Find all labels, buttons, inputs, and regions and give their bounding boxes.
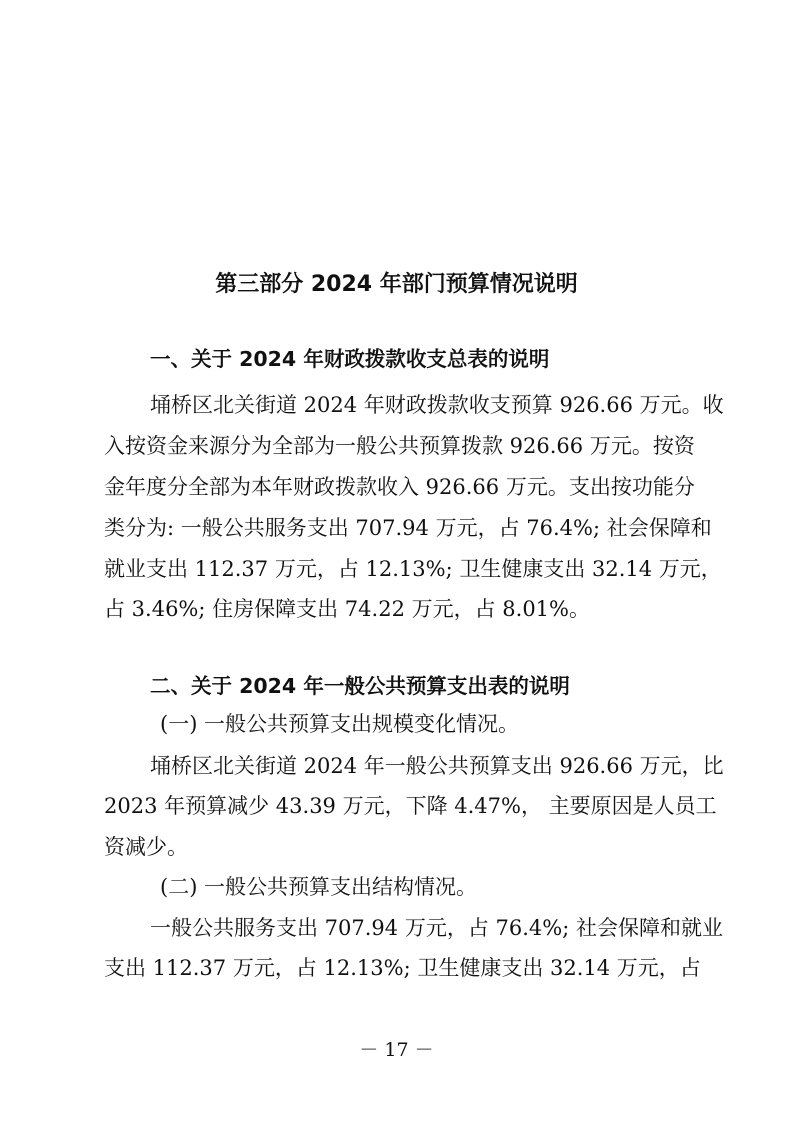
section-1-line: 金年度分全部为本年财政拨款收入 926.66 万元。支出按功能分 [104, 475, 695, 499]
subheading-structure: (二) 一般公共预算支出结构情况。 [160, 875, 478, 899]
section-2-line: 支出 112.37 万元，占 12.13%; 卫生健康支出 32.14 万元，占 [104, 956, 701, 980]
section-1-heading: 一、关于 2024 年财政拨款收支总表的说明 [150, 347, 550, 371]
section-2-line: 一般公共服务支出 707.94 万元，占 76.4%; 社会保障和就业 [150, 916, 723, 940]
section-2-heading: 二、关于 2024 年一般公共预算支出表的说明 [150, 674, 570, 698]
page-title: 第三部分 2024 年部门预算情况说明 [215, 272, 578, 297]
page-number: － 17 － [359, 1039, 434, 1061]
section-1-line: 入按资金来源分为全部为一般公共预算拨款 926.66 万元。按资 [104, 434, 695, 458]
section-2-line: 资减少。 [104, 835, 188, 859]
section-2-line: 埇桥区北关街道 2024 年一般公共预算支出 926.66 万元，比 [150, 754, 724, 778]
section-1-line: 占 3.46%; 住房保障支出 74.22 万元，占 8.01%。 [104, 597, 590, 621]
section-1-line: 埇桥区北关街道 2024 年财政拨款收支预算 926.66 万元。收 [150, 393, 724, 417]
section-2-line: 2023 年预算减少 43.39 万元，下降 4.47%， 主要原因是人员工 [104, 794, 717, 818]
section-1-line: 类分为: 一般公共服务支出 707.94 万元，占 76.4%; 社会保障和 [104, 516, 712, 540]
section-1-line: 就业支出 112.37 万元，占 12.13%; 卫生健康支出 32.14 万元， [104, 557, 722, 581]
subheading-scale-change: (一) 一般公共预算支出规模变化情况。 [160, 712, 520, 736]
